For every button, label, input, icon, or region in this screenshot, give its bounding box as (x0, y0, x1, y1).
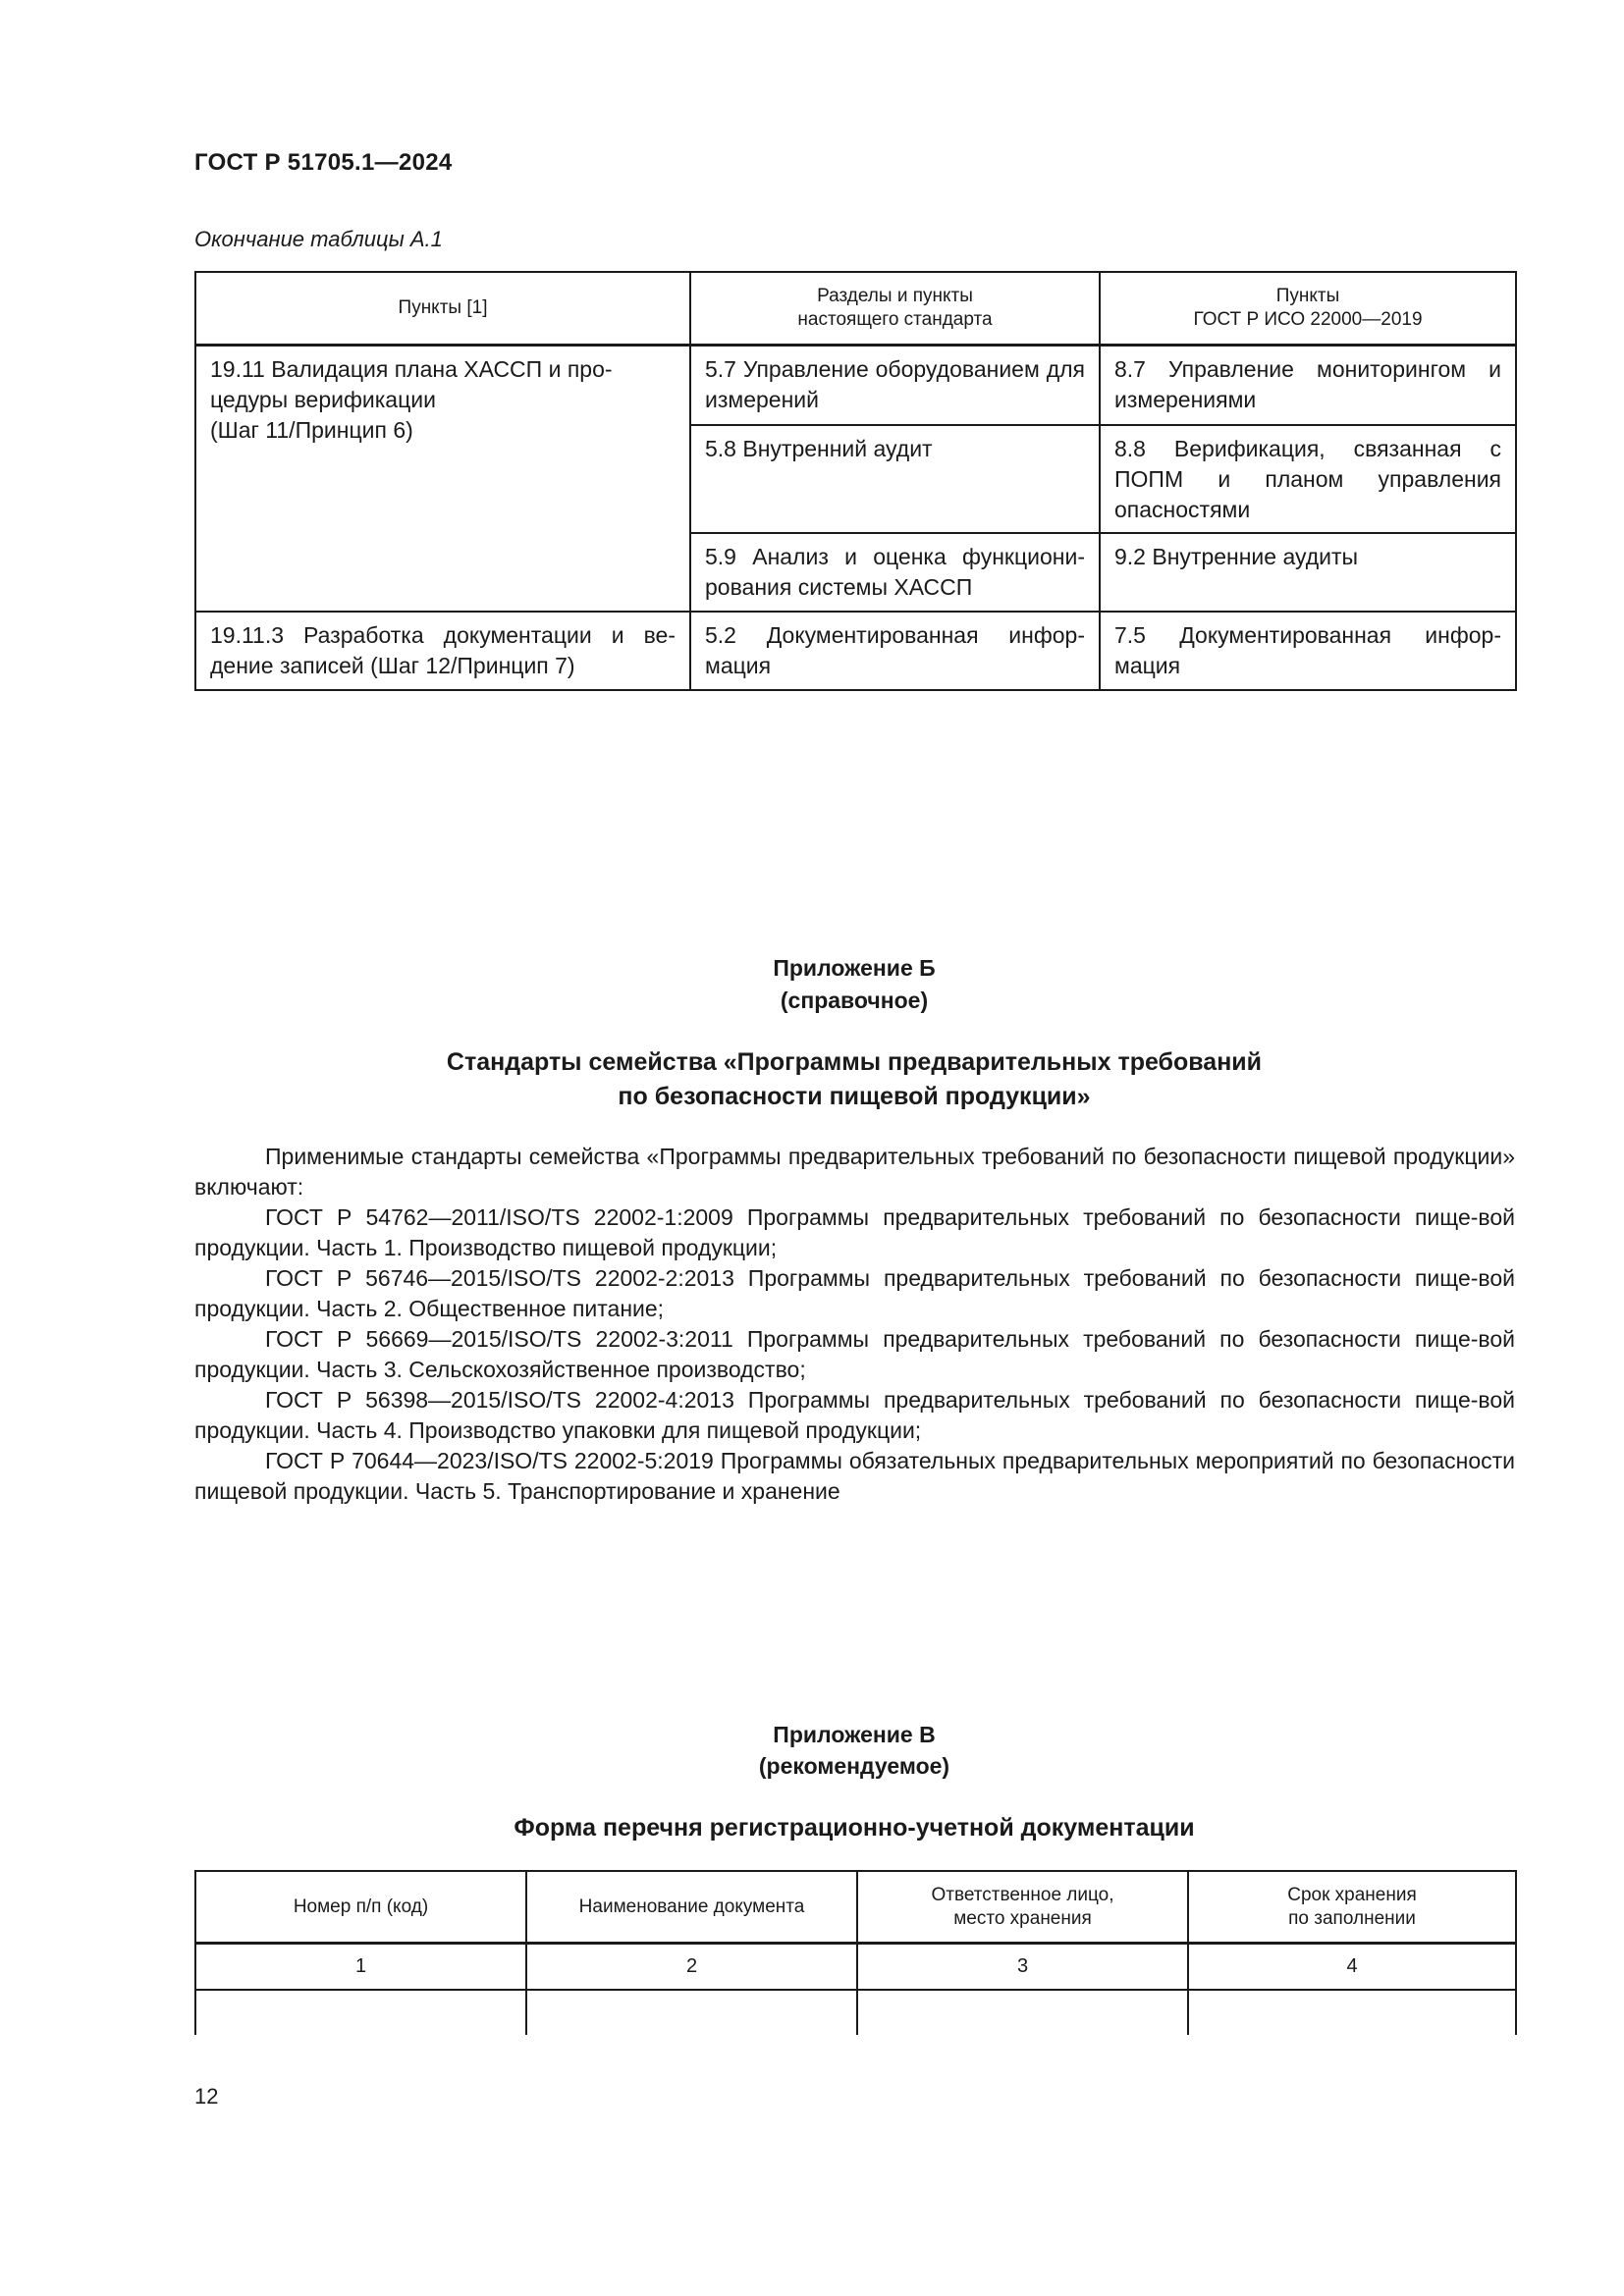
empty-cell (195, 1990, 526, 2035)
table-cell: 8.7 Управление мониторингом и измерениями (1100, 346, 1516, 425)
registration-form-table (194, 1870, 1517, 2035)
table-row (195, 346, 1516, 425)
paragraph: Применимые стандарты семейства «Программы предварительных требований по безопасности пищевой продукции» включают: (194, 1144, 1515, 1200)
table-cell: 5.7 Управление оборудованием для измерений (690, 346, 1100, 425)
column-number: 4 (1188, 1944, 1516, 1991)
table-row (195, 612, 1516, 690)
table-a1 (194, 271, 1517, 691)
appendix-v-title: Приложение В (773, 1722, 936, 1747)
standard-reference: ГОСТ Р 56746—2015/ISO/TS 22002-2:2013 Программы предварительных требований по безопасности пище-вой продукции. Часть 2. Общественное питание; (194, 1265, 1515, 1321)
table-cell: 5.2 Документированная инфор-мация (690, 612, 1100, 690)
standard-reference: ГОСТ Р 70644—2023/ISO/TS 22002-5:2019 Программы обязательных предварительных мероприятий по безопасности пищевой продукции. Часть 5. Транспортирование и хранение (194, 1448, 1515, 1504)
appendix-v-heading: Форма перечня регистрационно-учетной документации (514, 1814, 1195, 1842)
table-header-row (195, 272, 1516, 346)
appendix-b-heading-line2: по безопасности пищевой продукции» (618, 1083, 1091, 1110)
column-number: 2 (526, 1944, 857, 1991)
empty-cell (526, 1990, 857, 2035)
standard-reference: ГОСТ Р 56398—2015/ISO/TS 22002-4:2013 Программы предварительных требований по безопасности пище-вой продукции. Часть 4. Производство упаковки для пищевой продукции; (194, 1387, 1515, 1443)
numbering-row (195, 1944, 1516, 1991)
empty-cell (1188, 1990, 1516, 2035)
table-cell: 19.11 Валидация плана ХАССП и про- цедуры верификации (Шаг 11/Принцип 6) (195, 346, 690, 612)
column-header: Разделы и пункты настоящего стандарта (690, 272, 1100, 346)
column-header: Пункты ГОСТ Р ИСО 22000—2019 (1100, 272, 1516, 346)
appendix-b-status: (справочное) (780, 988, 929, 1013)
table-cell: 8.8 Верификация, связанная с ПОПМ и планом управления опасностями (1100, 425, 1516, 533)
column-header: Пункты [1] (195, 272, 690, 346)
column-header: Ответственное лицо, место хранения (857, 1871, 1188, 1944)
empty-cell (857, 1990, 1188, 2035)
appendix-b-title: Приложение Б (773, 955, 936, 981)
table-cell: 7.5 Документированная инфор-мация (1100, 612, 1516, 690)
column-header: Срок хранения по заполнении (1188, 1871, 1516, 1944)
table-cell: 9.2 Внутренние аудиты (1100, 533, 1516, 612)
table-cell: 5.8 Внутренний аудит (690, 425, 1100, 533)
table-caption: Окончание таблицы А.1 (194, 227, 443, 251)
document-header: ГОСТ Р 51705.1—2024 (194, 149, 453, 176)
standard-reference: ГОСТ Р 56669—2015/ISO/TS 22002-3:2011 Программы предварительных требований по безопасности пище-вой продукции. Часть 3. Сельскохозяйственное производство; (194, 1326, 1515, 1382)
table-header-row (195, 1871, 1516, 1944)
column-number: 3 (857, 1944, 1188, 1991)
appendix-v-status: (рекомендуемое) (758, 1753, 950, 1779)
column-header: Наименование документа (526, 1871, 857, 1944)
column-header: Номер п/п (код) (195, 1871, 526, 1944)
appendix-b-heading-line1: Стандарты семейства «Программы предварительных требований (446, 1048, 1263, 1076)
standard-reference: ГОСТ Р 54762—2011/ISO/TS 22002-1:2009 Программы предварительных требований по безопасности пище-вой продукции. Часть 1. Производство пищевой продукции; (194, 1204, 1515, 1260)
empty-form-row (195, 1990, 1516, 2035)
column-number: 1 (195, 1944, 526, 1991)
page-number: 12 (194, 2084, 219, 2109)
appendix-b-body (194, 1142, 1515, 1507)
table-cell: 19.11.3 Разработка документации и ве-дение записей (Шаг 12/Принцип 7) (195, 612, 690, 690)
table-cell: 5.9 Анализ и оценка функциони-рования системы ХАССП (690, 533, 1100, 612)
